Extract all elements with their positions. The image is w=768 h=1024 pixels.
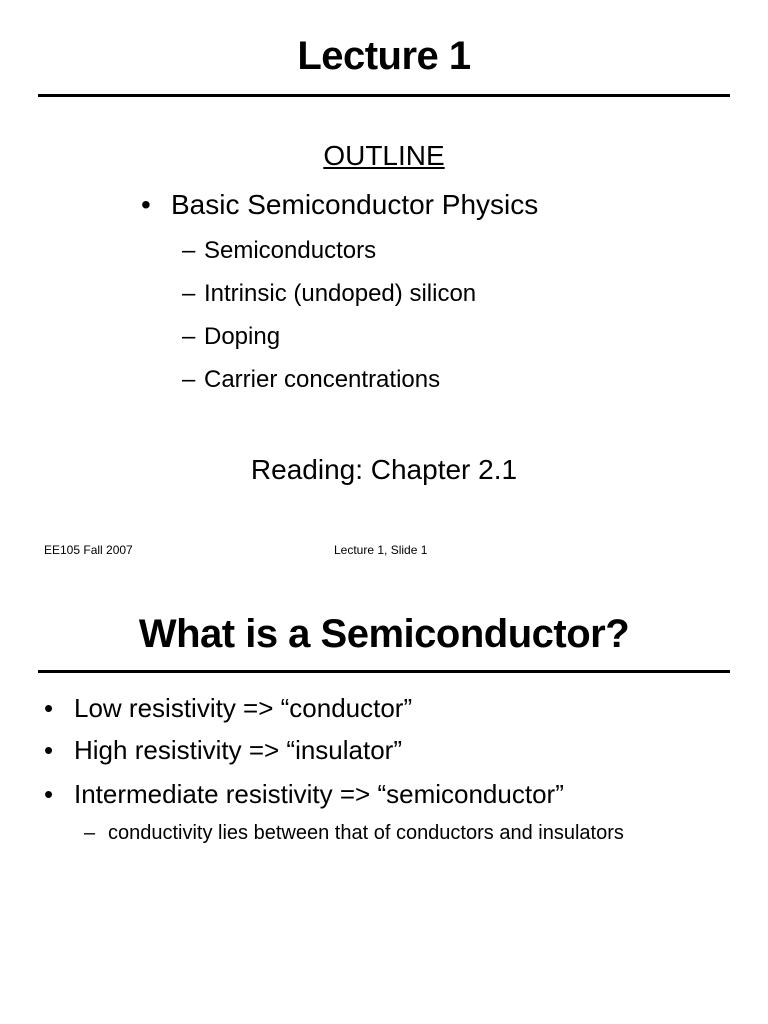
bullet-icon: • xyxy=(141,189,151,220)
bullet-text: Intermediate resistivity => “semiconductor” xyxy=(74,779,564,809)
dash-icon: – xyxy=(182,237,196,264)
title-divider xyxy=(38,670,730,673)
bullet-item xyxy=(44,776,564,812)
sub-bullet-item xyxy=(182,365,440,395)
sub-bullet-text: conductivity lies between that of conductors and insulators xyxy=(108,822,624,844)
dash-icon: – xyxy=(182,280,196,307)
bullet-text: High resistivity => “insulator” xyxy=(74,735,402,765)
sub-bullet-item xyxy=(182,279,476,309)
dash-icon: – xyxy=(84,822,96,844)
sub-bullet-text: Semiconductors xyxy=(204,237,377,264)
slide-title: What is a Semiconductor? xyxy=(138,612,630,656)
bullet-item xyxy=(141,187,538,223)
bullet-icon: • xyxy=(44,735,54,765)
sub-bullet-item xyxy=(84,818,624,848)
title-divider xyxy=(38,94,730,97)
footer-slide-number: Lecture 1, Slide 1 xyxy=(334,543,428,557)
sub-bullet-item xyxy=(182,322,280,352)
sub-bullet-text: Doping xyxy=(204,323,281,350)
bullet-text: Basic Semiconductor Physics xyxy=(171,189,539,220)
sub-bullet-text: Carrier concentrations xyxy=(204,366,441,393)
bullet-icon: • xyxy=(44,779,54,809)
bullet-text: Low resistivity => “conductor” xyxy=(74,693,413,723)
sub-bullet-text: Intrinsic (undoped) silicon xyxy=(204,280,477,307)
dash-icon: – xyxy=(182,366,196,393)
slide-2 xyxy=(0,570,768,1024)
bullet-icon: • xyxy=(44,693,54,723)
dash-icon: – xyxy=(182,323,196,350)
sub-bullet-item xyxy=(182,236,376,266)
outline-heading: OUTLINE xyxy=(323,140,445,171)
footer-course: EE105 Fall 2007 xyxy=(44,543,133,557)
slide-title: Lecture 1 xyxy=(297,34,471,78)
reading-assignment: Reading: Chapter 2.1 xyxy=(250,454,518,485)
bullet-item xyxy=(44,732,402,768)
bullet-item xyxy=(44,690,412,726)
